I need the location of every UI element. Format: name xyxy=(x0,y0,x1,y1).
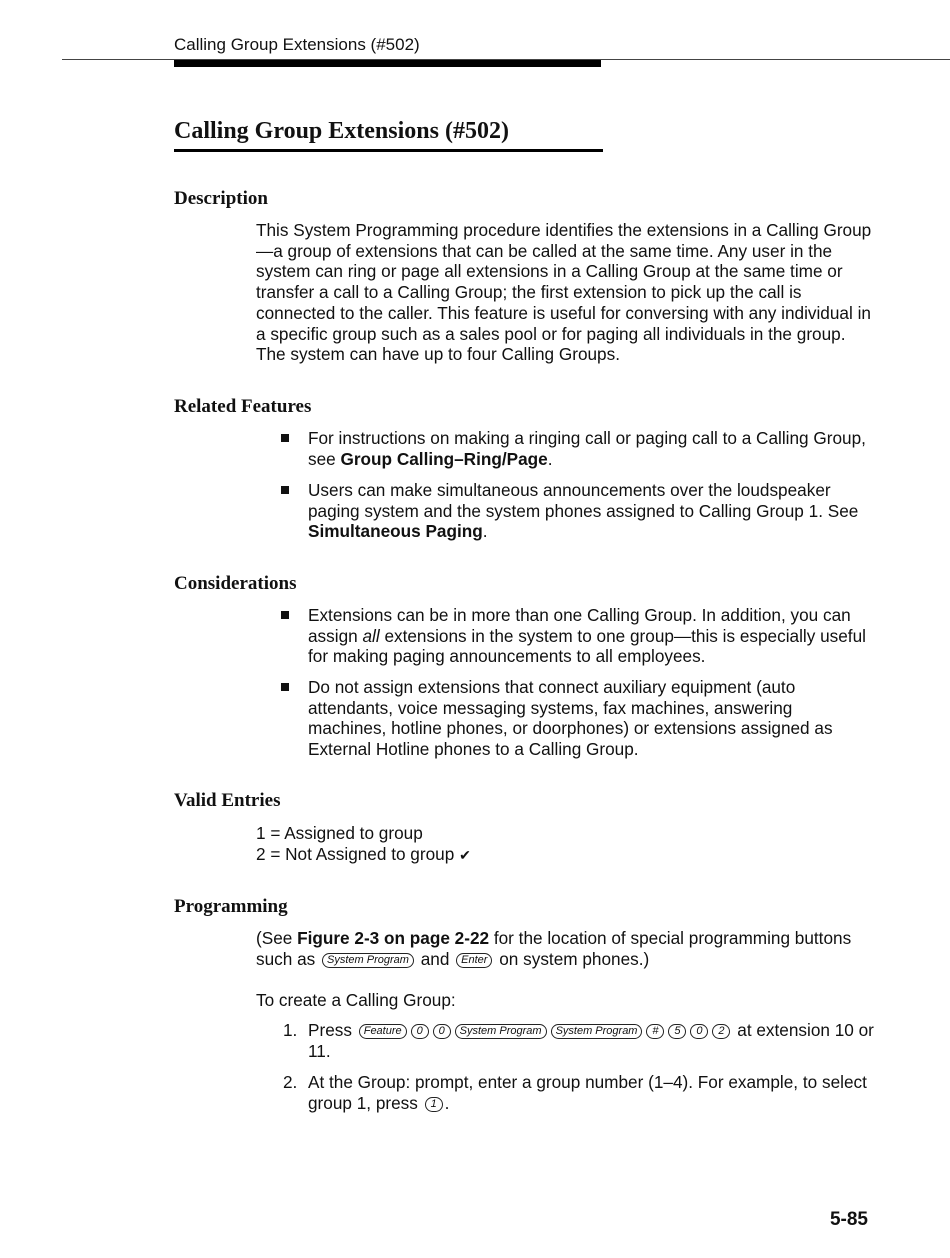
xref-figure: Figure 2-3 on page 2-22 xyxy=(297,928,490,948)
bullet-square xyxy=(281,434,289,442)
header-bar xyxy=(174,60,601,67)
step-number: 2. xyxy=(283,1072,298,1092)
title-rule xyxy=(174,149,603,152)
bullet-square xyxy=(281,611,289,619)
default-check-icon: ✔ xyxy=(459,847,471,863)
bullet-text: Users can make simultaneous announcements over the loudspeaker paging system and the system phones assigned to Calling Group 1. See Simultaneous Paging. xyxy=(308,480,859,542)
bullet-text: For instructions on making a ringing call or paging call to a Calling Group, see Group Calling–Ring/Page. xyxy=(308,428,866,469)
step-text: Press Feature 0 0 System Program System Program # 5 0 2 at extension 10 or 11. xyxy=(308,1020,874,1061)
bullet-square xyxy=(281,486,289,494)
system-program-key: System Program xyxy=(322,953,414,968)
two-key: 2 xyxy=(712,1024,730,1039)
hash-key: # xyxy=(646,1024,664,1039)
valid-entry-1: 1 = Assigned to group xyxy=(256,823,423,843)
page-title: Calling Group Extensions (#502) xyxy=(174,118,509,144)
xref-simultaneous-paging: Simultaneous Paging xyxy=(308,521,483,542)
five-key: 5 xyxy=(668,1024,686,1039)
valid-entry-2: 2 = Not Assigned to group ✔ xyxy=(256,844,471,864)
system-program-key: System Program xyxy=(551,1024,643,1039)
one-key: 1 xyxy=(425,1097,443,1112)
programming-intro: To create a Calling Group: xyxy=(256,990,456,1010)
xref-group-calling: Group Calling–Ring/Page xyxy=(340,448,548,469)
related-features-heading: Related Features xyxy=(174,396,312,417)
feature-key: Feature xyxy=(359,1024,407,1039)
step-number: 1. xyxy=(283,1020,298,1040)
valid-entries-heading: Valid Entries xyxy=(174,790,281,811)
zero-key: 0 xyxy=(433,1024,451,1039)
zero-key: 0 xyxy=(690,1024,708,1039)
system-program-key: System Program xyxy=(455,1024,547,1039)
programming-heading: Programming xyxy=(174,896,288,917)
bullet-text: Do not assign extensions that connect auxiliary equipment (auto attendants, voice messaging systems, fax machines, answering machines, hotline phones, or doorphones) or extensions assigned as External Hotline phones to a Calling Group. xyxy=(308,677,833,760)
description-text: This System Programming procedure identifies the extensions in a Calling Group—a group of extensions that can be called at the same time. Any user in the system can ring or page all extensions in a Calling Group at the same time or transfer a call to a Calling Group; the first extension to pick up the call is connected to the caller. This feature is useful for conversing with any individual in a specific group such as a sales pool or for paging all individuals in the group. The system can have up to four Calling Groups. xyxy=(256,220,872,365)
description-heading: Description xyxy=(174,188,268,209)
enter-key: Enter xyxy=(456,953,492,968)
bullet-text: Extensions can be in more than one Calling Group. In addition, you can assign all extensions in the system to one group—this is especially useful for making paging announcements to all employees. xyxy=(308,605,866,667)
page-number: 5-85 xyxy=(829,1209,868,1230)
step-text: At the Group: prompt, enter a group number (1–4). For example, to select group 1, press 1 . xyxy=(308,1072,867,1113)
programming-note: (See Figure 2-3 on page 2-22 for the location of special programming buttons such as System Program and Enter on system phones.) xyxy=(256,928,852,969)
considerations-heading: Considerations xyxy=(174,573,297,594)
zero-key: 0 xyxy=(411,1024,429,1039)
running-head: Calling Group Extensions (#502) xyxy=(174,35,420,54)
bullet-square xyxy=(281,683,289,691)
